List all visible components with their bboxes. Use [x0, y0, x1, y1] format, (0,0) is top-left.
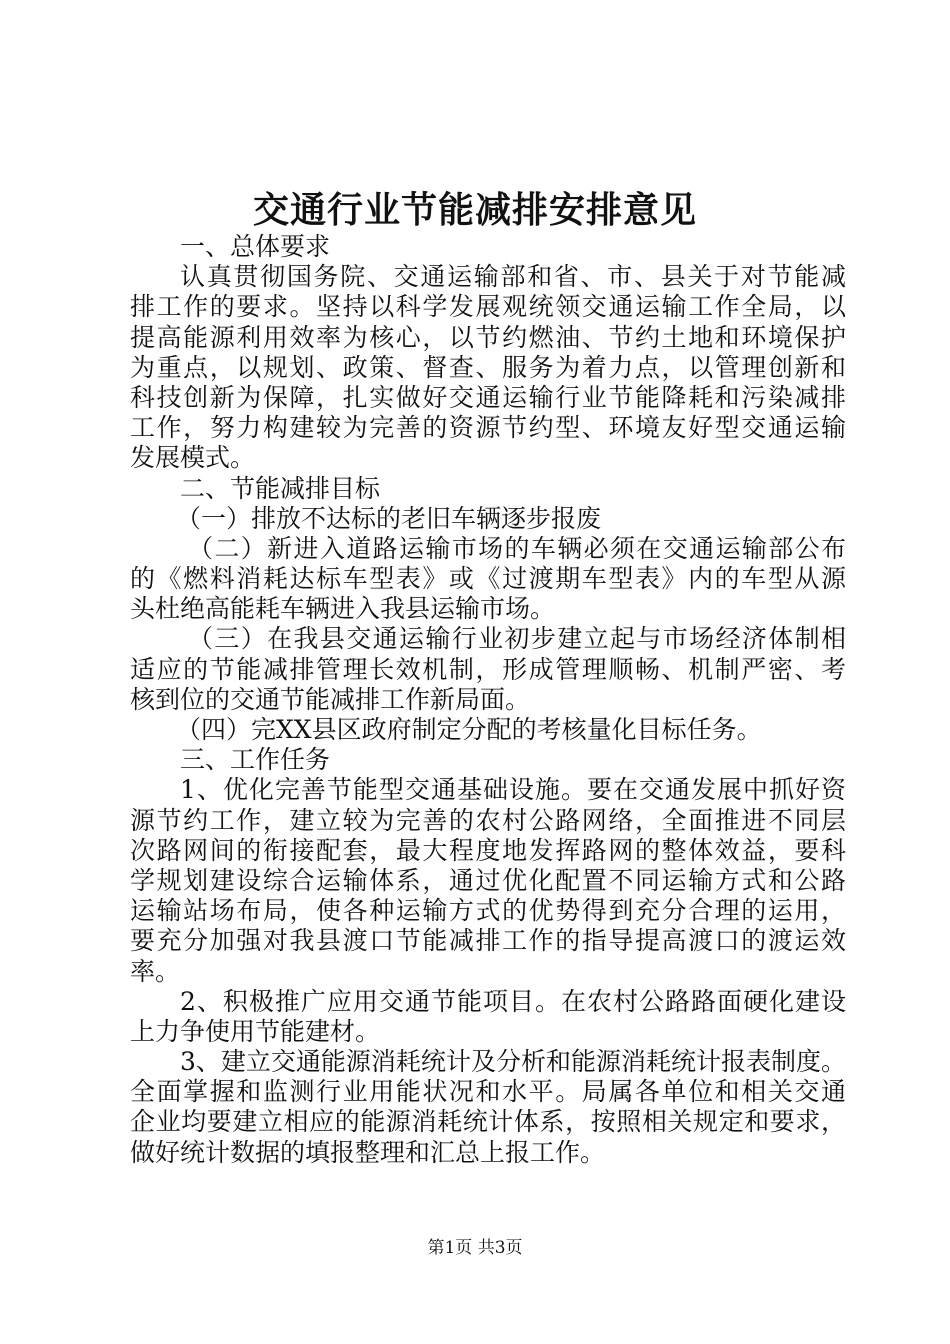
paragraph-line: 头杜绝高能耗车辆进入我县运输市场。 [130, 594, 556, 624]
section-heading: 二、节能减排目标 [180, 473, 381, 503]
paragraph-line: 做好统计数据的填报整理和汇总上报工作。 [130, 1137, 606, 1167]
paragraph-line: 工作，努力构建较为完善的资源节约型、环境友好型交通运输 [130, 413, 846, 443]
paragraph-line: 源节约工作，建立较为完善的农村公路网络，全面推进不同层 [130, 805, 846, 835]
paragraph-line: （三）在我县交通运输行业初步建立起与市场经济体制相 [188, 624, 846, 654]
paragraph-line: 1、优化完善节能型交通基础设施。要在交通发展中抓好资 [180, 775, 846, 805]
paragraph-line: 3、建立交通能源消耗统计及分析和能源消耗统计报表制度。 [180, 1047, 846, 1077]
page-number: 第1页 共3页 [427, 1238, 523, 1258]
paragraph-line: 上力争使用节能建材。 [130, 1016, 381, 1046]
paragraph-line: 2、积极推广应用交通节能项目。在农村公路路面硬化建设 [180, 986, 846, 1016]
paragraph-line: 核到位的交通节能减排工作新局面。 [130, 684, 531, 714]
paragraph-line: 排工作的要求。坚持以科学发展观统领交通运输工作全局，以 [130, 292, 846, 322]
paragraph-line: 认真贯彻国务院、交通运输部和省、市、县关于对节能减 [180, 262, 846, 292]
paragraph-line: 学规划建设综合运输体系，通过优化配置不同运输方式和公路 [130, 865, 846, 895]
paragraph-line: 适应的节能减排管理长效机制，形成管理顺畅、机制严密、考 [130, 654, 846, 684]
paragraph-line: 发展模式。 [130, 443, 256, 473]
paragraph-line: 运输站场布局，使各种运输方式的优势得到充分合理的运用， [130, 896, 846, 926]
paragraph-line: 科技创新为保障，扎实做好交通运输行业节能降耗和污染减排 [130, 382, 846, 412]
paragraph-line: 为重点，以规划、政策、督查、服务为着力点，以管理创新和 [130, 352, 846, 382]
document-body [130, 232, 846, 1168]
list-item: （四）完XX县区政府制定分配的考核量化目标任务。 [176, 715, 762, 744]
list-item: （一）排放不达标的老旧车辆逐步报废 [176, 503, 602, 533]
paragraph-line: 提高能源利用效率为核心，以节约燃油、节约土地和环境保护 [130, 322, 846, 352]
section-heading: 一、总体要求 [180, 232, 331, 261]
page-title: 交通行业节能减排安排意见 [252, 189, 697, 231]
paragraph-line: 全面掌握和监测行业用能状况和水平。局属各单位和相关交通 [130, 1077, 846, 1107]
paragraph-line: （二）新进入道路运输市场的车辆必须在交通运输部公布 [188, 533, 846, 563]
section-heading: 三、工作任务 [180, 745, 331, 775]
paragraph-line: 率。 [130, 956, 181, 986]
paragraph-line: 次路网间的衔接配套，最大程度地发挥路网的整体效益，要科 [130, 835, 846, 865]
paragraph-line: 要充分加强对我县渡口节能减排工作的指导提高渡口的渡运效 [130, 926, 846, 956]
paragraph-line: 企业均要建立相应的能源消耗统计体系，按照相关规定和要求， [130, 1107, 846, 1137]
paragraph-line: 的《燃料消耗达标车型表》或《过渡期车型表》内的车型从源 [130, 564, 846, 594]
